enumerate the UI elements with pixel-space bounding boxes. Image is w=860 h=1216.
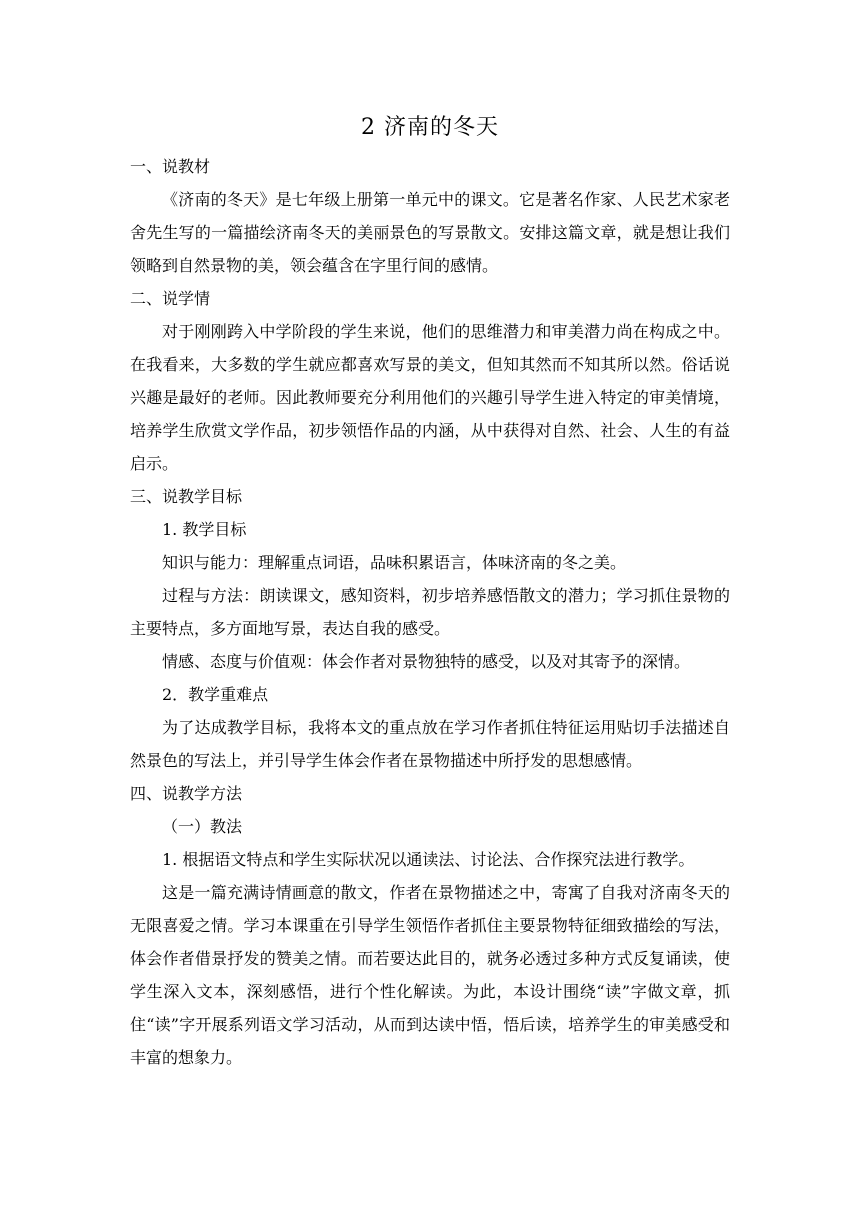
section-heading: 四、说教学方法 xyxy=(130,784,243,803)
section-heading: 二、说学情 xyxy=(130,289,211,308)
section-heading: 三、说教学目标 xyxy=(130,487,243,506)
paragraph: 为了达成教学目标，我将本文的重点放在学习作者抓住特征运用贴切手法描述自然景色的写法上，并引导学生体会作者在景物描述中所抒发的思想感情。 xyxy=(130,718,730,770)
paragraph: 知识与能力：理解重点词语，品味积累语言，体味济南的冬之美。 xyxy=(162,553,627,572)
paragraph: 1. 根据语文特点和学生实际状况以通读法、讨论法、合作探究法进行教学。 xyxy=(162,850,695,869)
paragraph: 《济南的冬天》是七年级上册第一单元中的课文。它是著名作家、人民艺术家老舍先生写的一篇描绘济南冬天的美丽景色的写景散文。安排这篇文章，就是想让我们领略到自然景物的美，领会蕴含在字里行间的感情。 xyxy=(130,190,730,275)
paragraph: 情感、态度与价值观：体会作者对景物独特的感受，以及对其寄予的深情。 xyxy=(162,652,691,671)
paragraph: 这是一篇充满诗情画意的散文，作者在景物描述之中，寄寓了自我对济南冬天的无限喜爱之情。学习本课重在引导学生领悟作者抓住主要景物特征细致描绘的写法，体会作者借景抒发的赞美之情。而若要达此目的，就务必透过多种方式反复诵读，使学生深入文本，深刻感悟，进行个性化解读。为此，本设计围绕“读”字做文章，抓住“读”字开展系列语文学习活动，从而到达读中悟，悟后读，培养学生的审美感受和丰富的想象力。 xyxy=(130,883,730,1067)
document-body xyxy=(130,150,730,1074)
section-heading: 一、说教材 xyxy=(130,157,211,176)
paragraph: 对于刚刚跨入中学阶段的学生来说，他们的思维潜力和审美潜力尚在构成之中。在我看来，大多数的学生就应都喜欢写景的美文，但知其然而不知其所以然。俗话说兴趣是最好的老师。因此教师要充分利用他们的兴趣引导学生进入特定的审美情境，培养学生欣赏文学作品，初步领悟作品的内涵，从中获得对自然、社会、人生的有益启示。 xyxy=(130,322,730,473)
subheading: 1. 教学目标 xyxy=(162,520,247,539)
document-title: 2 济南的冬天 xyxy=(361,115,499,140)
paragraph: 过程与方法：朗读课文，感知资料，初步培养感悟散文的潜力；学习抓住景物的主要特点，多方面地写景，表达自我的感受。 xyxy=(130,586,730,638)
subheading: （一）教法 xyxy=(162,817,243,836)
subheading: 2．教学重难点 xyxy=(162,685,269,704)
